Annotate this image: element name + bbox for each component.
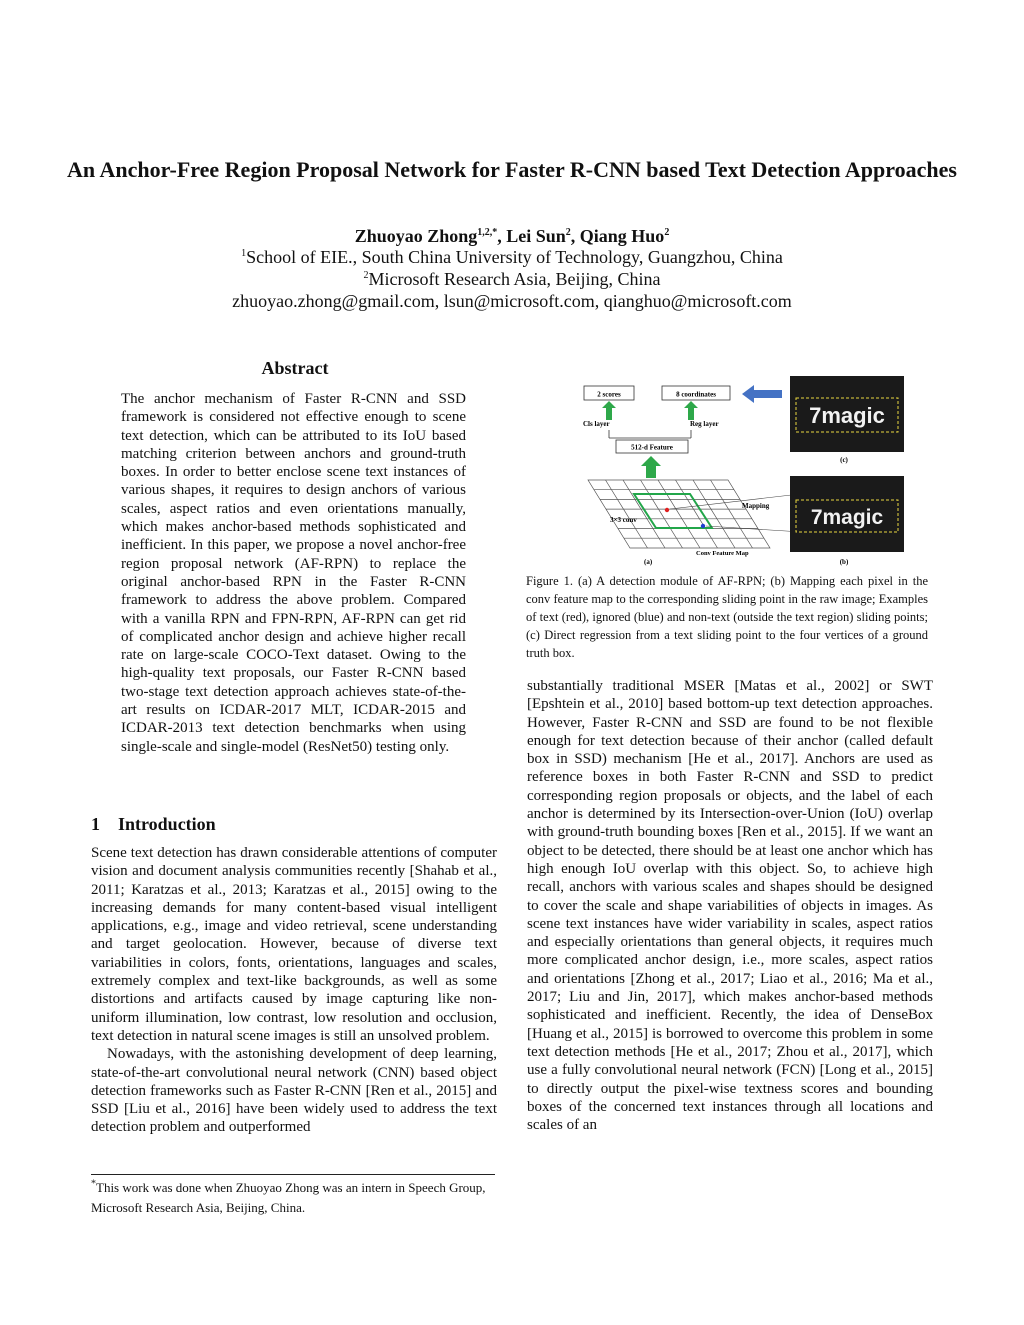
conv-label: 3×3 conv: [610, 516, 637, 524]
scores-label: 2 scores: [597, 390, 621, 399]
author-line: Zhuoyao Zhong$^{1,2,*}$, Lei Sun$^2$, Qiang Huo$^2$: [354, 226, 670, 246]
author-affil-mark: 2: [664, 227, 670, 238]
author-name: Lei Sun: [506, 226, 566, 246]
reg-arrow: [684, 401, 698, 420]
abstract-heading: Abstract: [261, 358, 329, 378]
author-emails: zhuoyao.zhong@gmail.com, lsun@microsoft.com, qianghuo@microsoft.com: [232, 291, 792, 311]
paper-title: An Anchor-Free Region Proposal Network for Faster R-CNN based Text Detection Approaches: [67, 157, 957, 182]
intro-paragraph: Scene text detection has drawn considerable attentions of computer vision and document analysis communities recently [Shahab et al., 2011; Karatzas et al., 2013; Karatzas et al., 2015] owing to the increasing demands for many content-based visual intelligent applications, e.g., image and video retrieval, scene understanding and target geolocation. However, because of diverse text variabilities in colors, fonts, orientations, languages and scales, extremely complex and text-like backgrounds, as well as some distortions and artifacts caused by image capturing like non-uniform illumination, low contrast, low resolution and occlusion, text detection in natural scene images is still an unsolved problem.: [91, 845, 497, 1044]
feature-map-grid: [588, 480, 770, 548]
figure-caption: Figure 1. (a) A detection module of AF-RPN; (b) Mapping each pixel in the conv feature map to the corresponding sliding point in the raw image; Examples of text (red), ignored (blue) and non-text (outside the text region) sliding points; (c) Direct regression from a text sliding point to the four vertices of a ground truth box.: [526, 574, 928, 660]
sign-text-b: 7magic: [810, 506, 884, 529]
feature-arrow: [641, 456, 661, 478]
section-title: Introduction: [118, 814, 216, 834]
author-name: Zhuoyao Zhong: [354, 226, 478, 246]
intro-body: [91, 844, 497, 1137]
figure-1: [578, 376, 908, 571]
section-heading: [91, 814, 234, 835]
feature-map-label: Conv Feature Map: [696, 550, 749, 557]
intro-paragraph: Nowadays, with the astonishing development of deep learning, state-of-the-art convolutional neural network (CNN) based object detection frameworks such as Faster R-CNN [Ren et al., 2015] and SSD [Liu et al., 2016] have been widely used to address the text detection problem and outperformed: [91, 1046, 497, 1136]
label-a: (a): [644, 558, 653, 566]
section-number: 1: [91, 814, 100, 834]
label-c: (c): [840, 456, 848, 464]
abstract-body: [121, 390, 466, 756]
footnote-rule: [91, 1174, 495, 1175]
text-point: [665, 508, 669, 512]
mapping-label: Mapping: [742, 502, 770, 510]
author-name: Qiang Huo: [579, 226, 665, 246]
footnote-text: This work was done when Zhuoyao Zhong was an intern in Speech Group, Microsoft Research Asia, Beijing, China.: [91, 1180, 486, 1215]
reg-layer-label: Reg layer: [690, 420, 719, 428]
label-b: (b): [839, 558, 849, 566]
cls-arrow: [602, 401, 616, 420]
footnote: [91, 1178, 501, 1218]
coords-label: 8 coordinates: [676, 390, 716, 399]
footnote-mark: *: [91, 1178, 96, 1190]
right-column-body: [527, 677, 933, 1134]
abstract-text: The anchor mechanism of Faster R-CNN and SSD framework is considered not effective enough to scene text detection, which can be attributed to its IoU based matching criterion between anchors and ground-truth boxes. In order to better enclose scene text instances of various shapes, it requires to design anchors of various scales, aspect ratios and even orientations manually, which makes anchor-based methods sophisticated and inefficient. In this paper, we propose a novel anchor-free region proposal network (AF-RPN) to replace the original anchor-based RPN in the Faster R-CNN framework to address the above problem. Compared with a vanilla RPN and FPN-RPN, AF-RPN can get rid of complicated anchor design and achieve higher recall rate on large-scale COCO-Text dataset. Owing to the high-quality text proposals, our Faster R-CNN based two-stage text detection approach achieves state-of-the-art results on ICDAR-2017 MLT, ICDAR-2015 and ICDAR-2013 text detection benchmarks when using single-scale and single-model (ResNet50) testing only.: [121, 391, 466, 755]
affiliation: $^2$Microsoft Research Asia, Beijing, China: [363, 269, 661, 289]
sign-text-c: 7magic: [809, 403, 885, 428]
feature-label: 512-d Feature: [631, 443, 673, 452]
regression-arrow: [742, 385, 782, 403]
ignored-point: [701, 524, 705, 528]
author-affil-mark: 1,2,*: [477, 227, 498, 238]
body-paragraph: substantially traditional MSER [Matas et al., 2002] or SWT [Epshtein et al., 2010] based bottom-up text detection approaches. However, Faster R-CNN and SSD are found to be not flexible enough for text detection because of their anchor (called default box in SSD) mechanism [He et al., 2017]. Anchors are used as reference boxes in both Faster R-CNN and SSD to predict corresponding region proposals or objects, and the label of each anchor is determined by its Intersection-over-Union (IoU) overlap with ground-truth bounding boxes [Ren et al., 2015]. If we want an object to be detected, there should be at least one anchor which has high enough IoU overlap with this object. So, to achieve high recall, anchors with various scales and shapes should be designed to cover the scale and shape variabilities of objects in images. As scene text instances have wider variability in scales, aspect ratios and especially orientations than general objects, it requires much more complicated anchor design, i.e., more scales, aspect ratios and orientations [Zhong et al., 2017; Liao et al., 2016; Ma et al., 2017; Liu and Jin, 2017], which makes anchor-based methods sophisticated and inefficient. Recently, the idea of DenseBox [Huang et al., 2015] is borrowed to overcome this problem in some text detection methods [He et al., 2017; Zhou et al., 2017], which use a fully convolutional neural network (FCN) [Long et al., 2015] to directly output the pixel-wise textness scores and bounding boxes of the concerned text instances through all locations and scales of an: [527, 678, 933, 1134]
author-affil-mark: 2: [565, 227, 571, 238]
affiliation: $^1$School of EIE., South China University of Technology, Guangzhou, China: [241, 247, 783, 267]
cls-layer-label: Cls layer: [583, 420, 610, 428]
